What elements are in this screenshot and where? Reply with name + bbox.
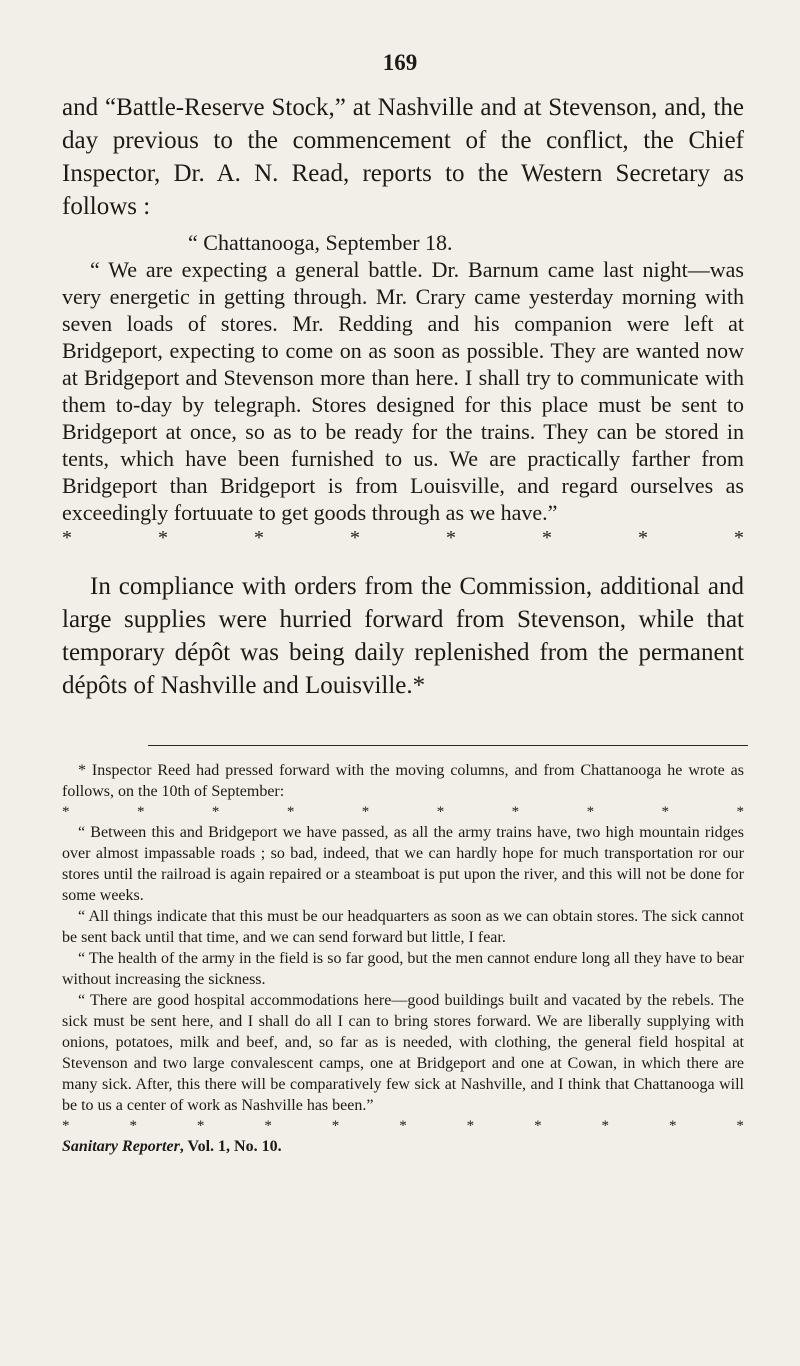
footnote-paragraph: “ The health of the army in the field is so far good, but the men cannot endure long all they have to bear without increasing the sickness.	[62, 950, 744, 988]
asterisk: *	[466, 1118, 475, 1134]
asterisk: *	[136, 804, 145, 820]
asterisk-separator	[62, 528, 744, 548]
asterisk: *	[638, 527, 648, 549]
asterisk: *	[736, 804, 744, 820]
footnote-paragraph: “ Between this and Bridgeport we have passed, as all the army trains have, two high mountain ridges over almost impassable roads ; so bad, indeed, that we can hardly hope for much transportation ror our stores until the railroad is again repaired or a steamboat is put upon the river, and this will not be done for some weeks.	[62, 824, 744, 904]
asterisk: *	[542, 527, 552, 549]
footnote-asterisks-top	[62, 803, 744, 821]
footnote-asterisks-bottom	[62, 1117, 744, 1135]
asterisk: *	[734, 527, 744, 549]
asterisk: *	[534, 1118, 542, 1134]
source-title: Sanitary Reporter	[62, 1138, 180, 1155]
asterisk: *	[446, 527, 456, 549]
footnote-paragraph: “ All things indicate that this must be our headquarters as soon as we can obtain stores. The sick cannot be sent back until that time, and we can send forward but little, I fear.	[62, 908, 744, 946]
paragraph-compliance: In compliance with orders from the Commission, additional and large supplies were hurried forward from Stevenson, while that temporary dépôt was being daily replenished from the permanent dépôts of Nashville and Louisville.*	[62, 573, 744, 699]
asterisk: *	[62, 804, 70, 820]
footnote-intro: * Inspector Reed had pressed forward with the moving columns, and from Chattanooga he wrote as follows, on the 10th of September:	[62, 762, 744, 800]
paragraph-intro: and “Battle-Reserve Stock,” at Nashville and at Stevenson, and, the day previous to the commencement of the conflict, the Chief Inspector, Dr. A. N. Read, reports to the Western Secretary as follows :	[62, 94, 744, 220]
asterisk: *	[361, 804, 370, 820]
asterisk: *	[254, 527, 264, 549]
main-text	[62, 91, 744, 702]
asterisk: *	[736, 1118, 744, 1134]
asterisk: *	[350, 527, 360, 549]
source-volume: , Vol. 1, No. 10.	[179, 1138, 282, 1155]
paragraph-compliance-block	[62, 570, 744, 702]
asterisk: *	[511, 804, 520, 820]
asterisk: *	[436, 804, 445, 820]
footnote-paragraph: “ There are good hospital accommodations here—good buildings built and vacated by the rebels. The sick must be sent here, and I shall do all I can to bring stores forward. We are liberally supplying with onions, potatoes, milk and beef, and, so far as is needed, with clothing, the general field hospital at Stevenson and two large convalescent camps, one at Bridgeport and one at Cowan, in which there are many sick. After, this there will be comparatively few sick at Nashville, and I think that Chattanooga will be to us a center of work as Nashville has been.”	[62, 992, 744, 1114]
footnote	[62, 760, 744, 1157]
letter-heading: “ Chattanooga, September 18.	[188, 230, 453, 255]
asterisk: *	[211, 804, 220, 820]
asterisk: *	[601, 1118, 609, 1134]
asterisk: *	[62, 527, 72, 549]
asterisk: *	[264, 1118, 272, 1134]
asterisk: *	[286, 804, 295, 820]
asterisk: *	[129, 1118, 137, 1134]
asterisk: *	[158, 527, 168, 549]
quoted-letter	[62, 229, 744, 526]
footnote-divider	[148, 745, 748, 746]
footnote-source	[62, 1136, 744, 1157]
asterisk: *	[661, 804, 669, 820]
asterisk: *	[196, 1118, 205, 1134]
asterisk: *	[62, 1118, 70, 1134]
letter-body: “ We are expecting a general battle. Dr. Barnum came last night—was very energetic in getting through. Mr. Crary came yesterday morning with seven loads of stores. Mr. Redding and his companion were left at Bridgeport, expecting to come on as soon as possible. They are wanted now at Bridgeport and Stevenson more than here. I shall try to communicate with them to-day by telegraph. Stores designed for this place must be sent to Bridgeport at once, so as to be ready for the trains. They can be stored in tents, which have been furnished to us. We are practically farther from Bridgeport than Bridgeport is from Louisville, and regard ourselves as exceedingly fortuuate to get goods through as we have.”	[62, 257, 744, 525]
asterisk: *	[331, 1118, 340, 1134]
asterisk: *	[586, 804, 595, 820]
page-number: 169	[382, 50, 418, 75]
asterisk: *	[668, 1118, 677, 1134]
asterisk: *	[399, 1118, 407, 1134]
